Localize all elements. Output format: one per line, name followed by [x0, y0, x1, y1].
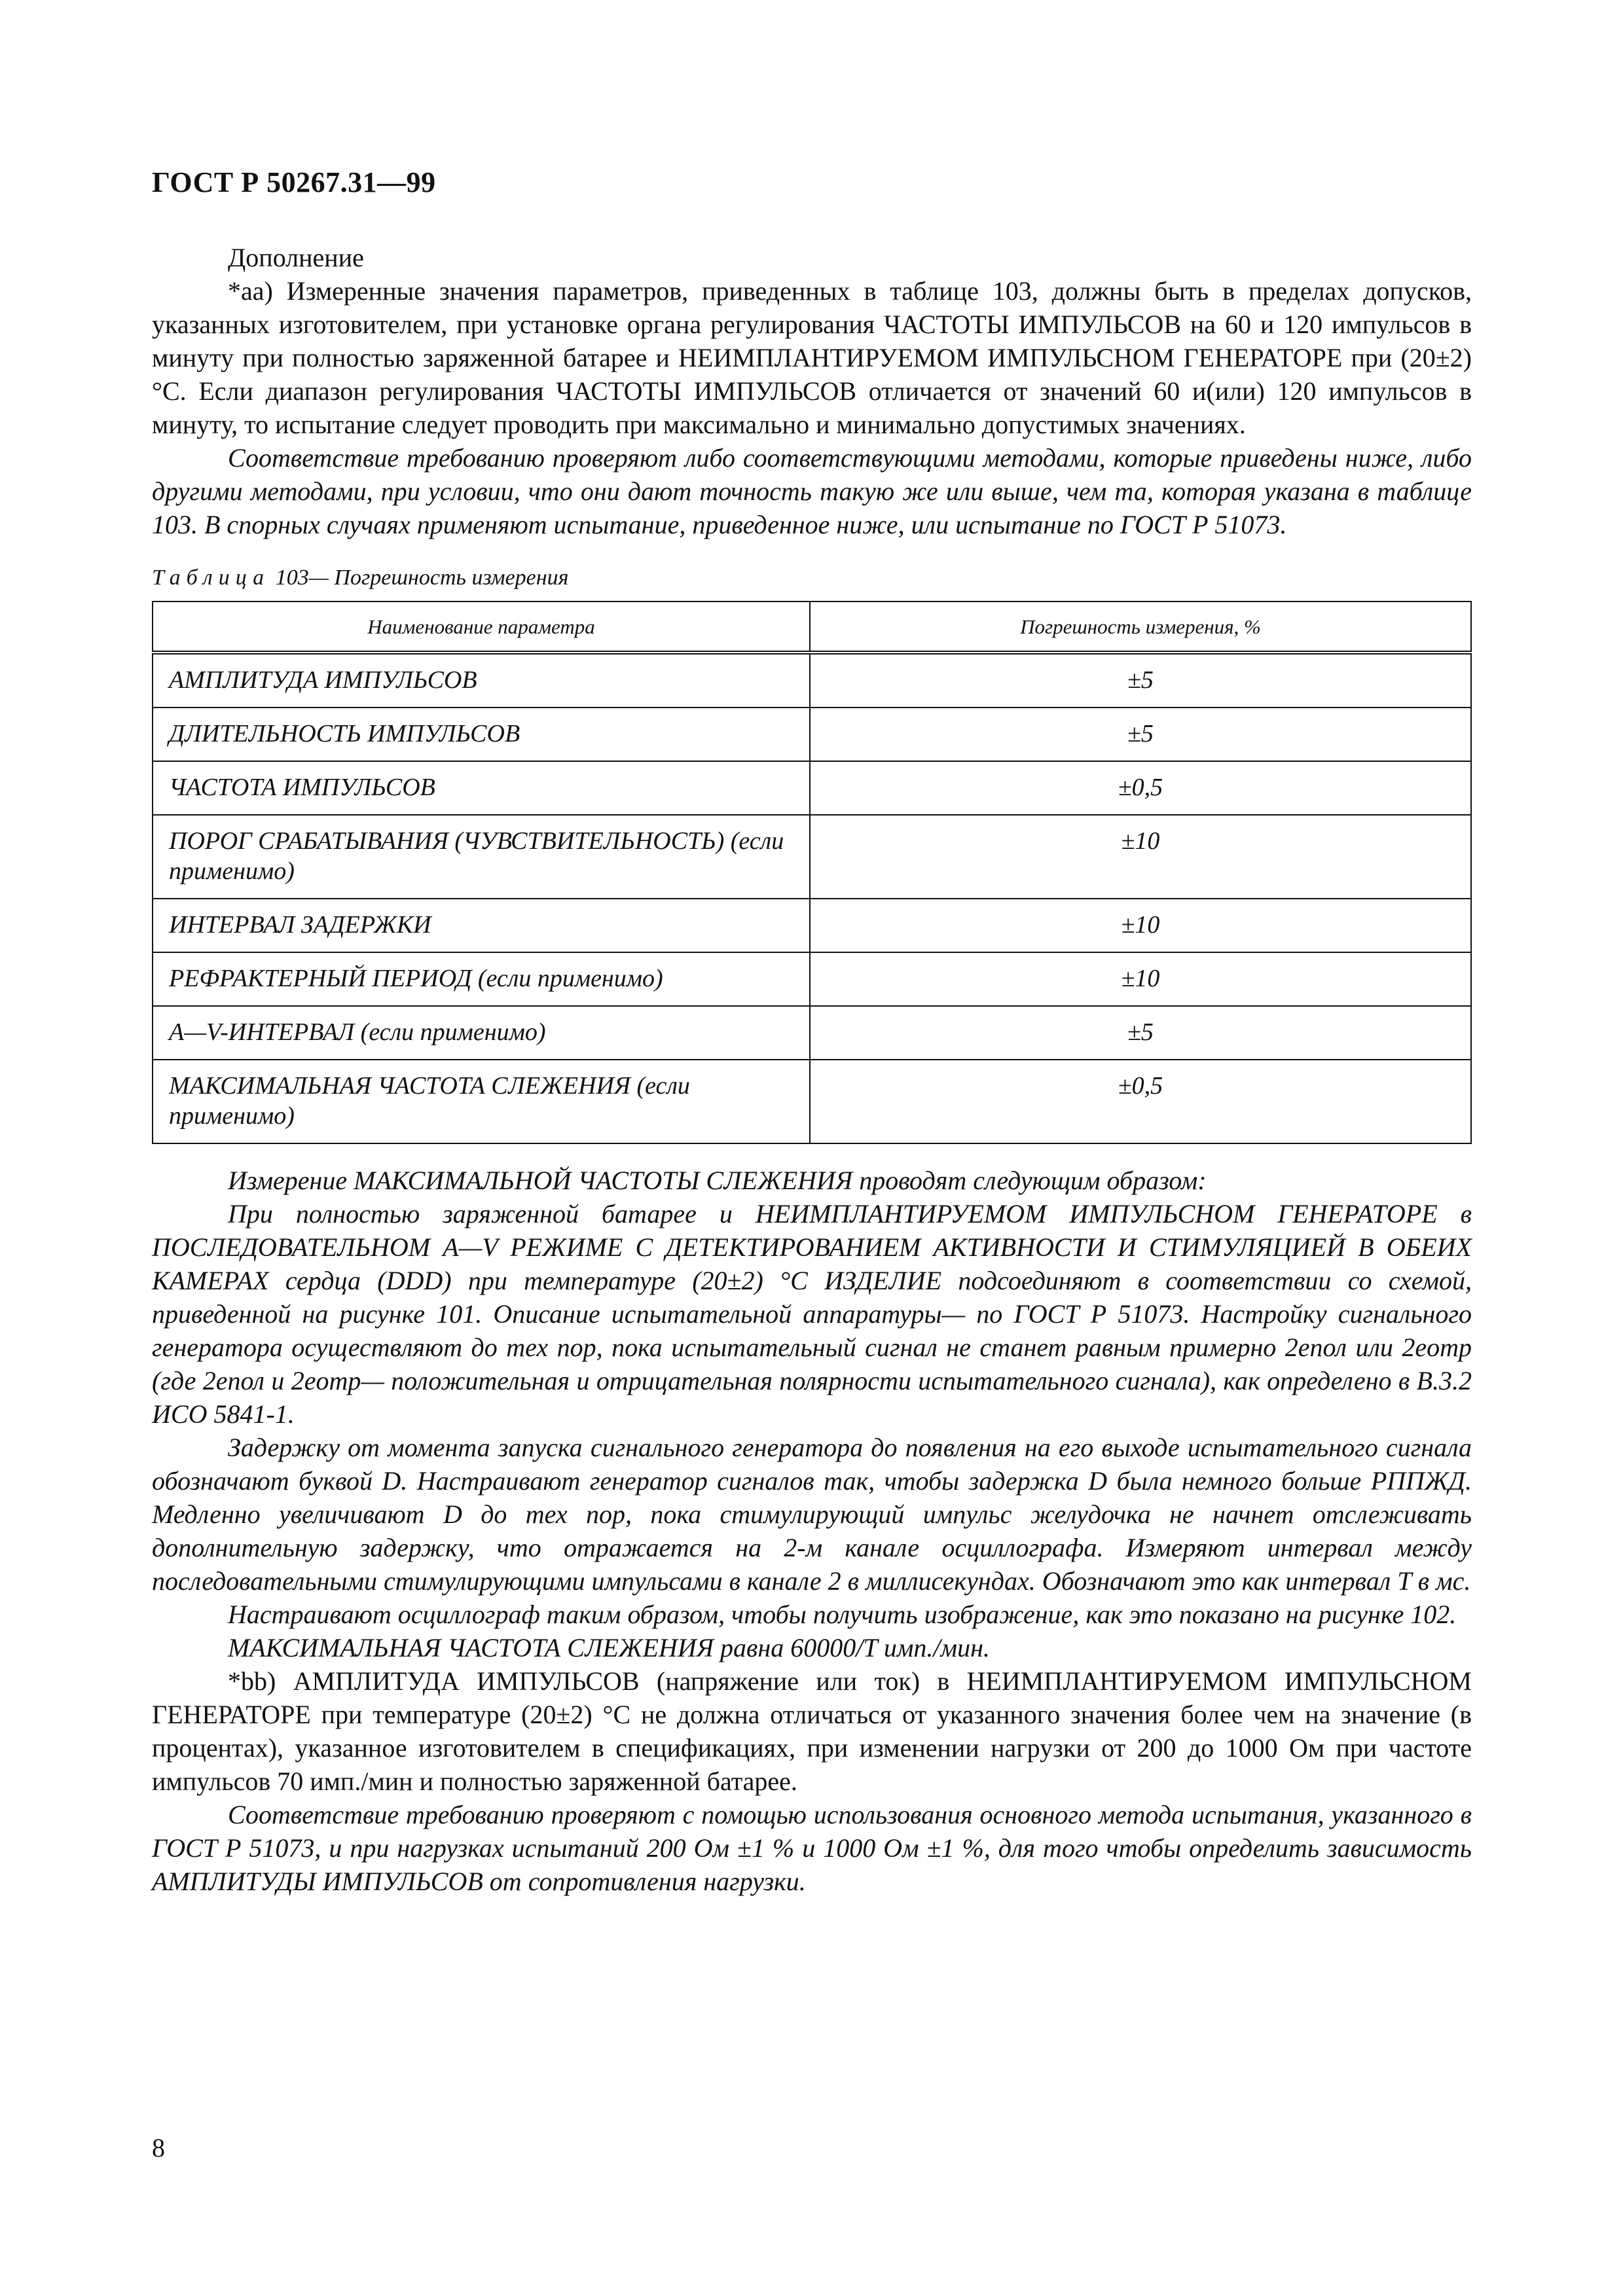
paragraph-measurement-intro: Измерение МАКСИМАЛЬНОЙ ЧАСТОТЫ СЛЕЖЕНИЯ проводят следующим образом:: [228, 1166, 1207, 1195]
page-number: 8: [152, 2133, 165, 2162]
measurement-error-table: [152, 601, 1472, 1144]
error-value: ±0,5: [810, 1060, 1471, 1143]
table-header-row: [153, 601, 1471, 653]
paragraph-measurement-setup: При полностью заряженной батарее и НЕИМПЛАНТИРУЕМОМ ИМПУЛЬСНОМ ГЕНЕРАТОРЕ в ПОСЛЕДОВАТЕЛЬНОМ A—V РЕЖИМЕ С ДЕТЕКТИРОВАНИЕМ АКТИВНОСТИ И СТИМУЛЯЦИЕЙ В ОБЕИХ КАМЕРАХ сердца (DDD) при температуре (20±2) °С ИЗДЕЛИЕ подсоединяют в соответствии со схемой, приведенной на рисунке 101. Описание испытательной аппаратуры— по ГОСТ Р 51073. Настройку сигнального генератора осуществляют до тех пор, пока испытательный сигнал не станет равным примерно 2eпол или 2eотр (где 2eпол и 2eотр— положительная и отрицательная полярности испытательного сигнала), как определено в В.3.2 ИСО 5841-1.: [152, 1199, 1472, 1429]
supplement-label: Дополнение: [228, 243, 364, 272]
table-caption-title: 103— Погрешность измерения: [275, 565, 569, 590]
parameter-name: ПОРОГ СРАБАТЫВАНИЯ (ЧУВСТВИТЕЛЬНОСТЬ) (если применимо): [153, 815, 810, 899]
table-row: [153, 761, 1471, 815]
table-row: [153, 815, 1471, 899]
paragraph-compliance-bb: Соответствие требованию проверяют с помощью использования основного метода испытания, указанного в ГОСТ Р 51073, и при нагрузках испытаний 200 Ом ±1 % и 1000 Ом ±1 %, для того чтобы определить зависимость АМПЛИТУДЫ ИМПУЛЬСОВ от сопротивления нагрузки.: [152, 1800, 1472, 1896]
compliance-paragraph: Соответствие требованию проверяют либо соответствующими методами, которые приведены ниже, либо другими методами, при условии, что они дают точность такую же или выше, чем та, которая указана в таблице 103. В спорных случаях применяют испытание, приведенное ниже, или испытание по ГОСТ Р 51073.: [152, 443, 1472, 539]
table-row: [153, 1006, 1471, 1060]
paragraph-bb: *bb) АМПЛИТУДА ИМПУЛЬСОВ (напряжение или ток) в НЕИМПЛАНТИРУЕМОМ ИМПУЛЬСНОМ ГЕНЕРАТОРЕ при температуре (20±2) °С не должна отличаться от указанного значения более чем на значение (в процентах), указанное изготовителем в спецификациях, при изменении нагрузки от 200 до 1000 Ом при частоте импульсов 70 имп./мин и полностью заряженной батарее.: [152, 1666, 1472, 1796]
error-value: ±10: [810, 815, 1471, 899]
table-row: [153, 1060, 1471, 1143]
table-caption-word: Таблица: [152, 565, 270, 590]
parameter-name: МАКСИМАЛЬНАЯ ЧАСТОТА СЛЕЖЕНИЯ (если применимо): [153, 1060, 810, 1143]
spacer: [152, 1144, 1472, 1164]
paragraph-delay: Задержку от момента запуска сигнального генератора до появления на его выходе испытательного сигнала обозначают буквой D. Настраивают генератор сигналов так, чтобы задержка D была немного больше РППЖД. Медленно увеличивают D до тех пор, пока стимулирующий импульс желудочка не начнет отслеживать дополнительную задержку, что отражается на 2-м канале осциллографа. Измеряют интервал между последовательными стимулирующими импульсами в канале 2 в миллисекундах. Обозначают это как интервал T в мс.: [152, 1433, 1472, 1596]
table-row: [153, 899, 1471, 952]
paragraph-max-rate: МАКСИМАЛЬНАЯ ЧАСТОТА СЛЕЖЕНИЯ равна 60000/T имп./мин.: [228, 1633, 990, 1662]
error-value: ±5: [810, 708, 1471, 761]
column-header-error: Погрешность измерения, %: [810, 601, 1471, 653]
parameter-name: ИНТЕРВАЛ ЗАДЕРЖКИ: [153, 899, 810, 952]
paragraph-oscilloscope: Настраивают осциллограф таким образом, чтобы получить изображение, как это показано на рисунке 102.: [228, 1600, 1457, 1629]
error-value: ±0,5: [810, 761, 1471, 815]
parameter-name: A—V-ИНТЕРВАЛ (если применимо): [153, 1006, 810, 1060]
paragraph-aa: *аа) Измеренные значения параметров, приведенных в таблице 103, должны быть в пределах допусков, указанных изготовителем, при установке органа регулирования ЧАСТОТЫ ИМПУЛЬСОВ на 60 и 120 импульсов в минуту при полностью заряженной батарее и НЕИМПЛАНТИРУЕМОМ ИМПУЛЬСНОМ ГЕНЕРАТОРЕ при (20±2) °С. Если диапазон регулирования ЧАСТОТЫ ИМПУЛЬСОВ отличается от значений 60 и(или) 120 импульсов в минуту, то испытание следует проводить при максимально и минимально допустимых значениях.: [152, 276, 1472, 439]
table-caption: [152, 561, 1472, 594]
error-value: ±5: [810, 653, 1471, 708]
error-value: ±10: [810, 952, 1471, 1006]
parameter-name: АМПЛИТУДА ИМПУЛЬСОВ: [153, 653, 810, 708]
error-value: ±5: [810, 1006, 1471, 1060]
column-header-parameter: Наименование параметра: [153, 601, 810, 653]
table-row: [153, 708, 1471, 761]
parameter-name: ЧАСТОТА ИМПУЛЬСОВ: [153, 761, 810, 815]
page-content: [152, 241, 1472, 1898]
standard-header: ГОСТ Р 50267.31—99: [152, 166, 436, 198]
parameter-name: РЕФРАКТЕРНЫЙ ПЕРИОД (если применимо): [153, 952, 810, 1006]
parameter-name: ДЛИТЕЛЬНОСТЬ ИМПУЛЬСОВ: [153, 708, 810, 761]
table-row: [153, 653, 1471, 708]
error-value: ±10: [810, 899, 1471, 952]
table-row: [153, 952, 1471, 1006]
